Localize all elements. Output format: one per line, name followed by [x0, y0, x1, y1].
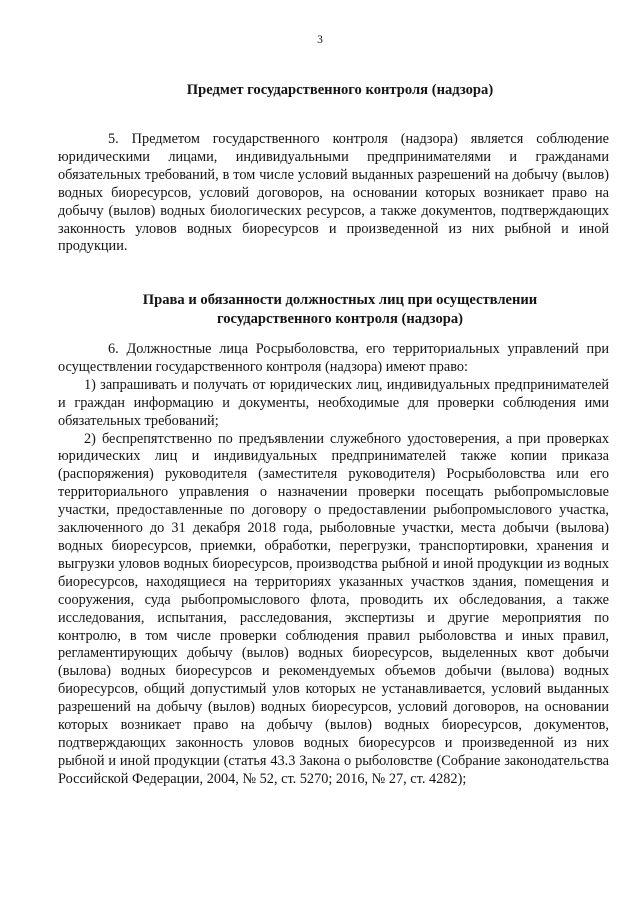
list-item-1: 1) запрашивать и получать от юридических лиц, индивидуальных предпринимателей и граждан информацию и документы, необходимые для проверки соблюдения ими обязательных требований; — [58, 376, 609, 429]
section-heading-subject: Предмет государственного контроля (надзора) — [186, 82, 494, 98]
list-item-2: 2) беспрепятственно по предъявлении служебного удостоверения, а при проверках юридических лиц и индивидуальных предпринимателей также копии приказа (распоряжения) руководителя (заместителя руководителя) Росрыболовства или его территориального управления о назначении проверки посещать рыбопромысловые участки, предоставленные по договору о предоставлении рыбопромыслового участка, заключенного до 31 декабря 2018 года, рыболовные участки, места добычи (вылова) водных биоресурсов, приемки, обработки, перегрузки, транспортировки, хранения и выгрузки уловов водных биоресурсов, производства рыбной и иной продукции из водных биоресурсов, находящиеся на территориях указанных участков здания, помещения и сооружения, суда рыбопромыслового флота, проводить их обследования, а также исследования, испытания, расследования, экспертизы и другие мероприятия по контролю, в том числе проверки соблюдения правил рыболовства и иных правил, регламентирующих добычу (вылов) водных биоресурсов, выделенных квот добычи (вылова) водных биоресурсов и рекомендуемых объемов добычи (вылова) водных биоресурсов, общий допустимый улов которых не устанавливается, условий выданных разрешений на добычу (вылов) водных биоресурсов, условий договоров, на основании которых возникает право на добычу (вылов) водных биоресурсов, документов, подтверждающих законность уловов водных биоресурсов и произведенной из них рыбной и иной продукции (статья 43.3 Закона о рыболовстве (Собрание законодательства Российской Федерации, 2004, № 52, ст. 5270; 2016, № 27, ст. 4282); — [58, 430, 609, 787]
section-heading-rights-line-1: Права и обязанности должностных лиц при осуществлении — [142, 292, 538, 308]
paragraph-5: 5. Предметом государственного контроля (надзора) является соблюдение юридическими лицами, индивидуальными предпринимателями и гражданами обязательных требований, в том числе условий выданных разрешений на добычу (вылов) водных биоресурсов, условий договоров, на основании которых возникает право на добычу (вылов) водных биологических ресурсов, а также документов, подтверждающих законность уловов водных биоресурсов и произведенной из них рыбной и иной продукции. — [58, 131, 609, 255]
section-body-subject — [58, 131, 609, 256]
page-number: 3 — [317, 34, 323, 46]
section-heading-rights-line-2: государственного контроля (надзора) — [216, 310, 464, 327]
section-body-rights — [58, 341, 609, 789]
paragraph-6: 6. Должностные лица Росрыболовства, его территориальных управлений при осуществлении государственного контроля (надзора) имеют право: — [58, 341, 609, 375]
section-heading-rights — [60, 291, 620, 328]
